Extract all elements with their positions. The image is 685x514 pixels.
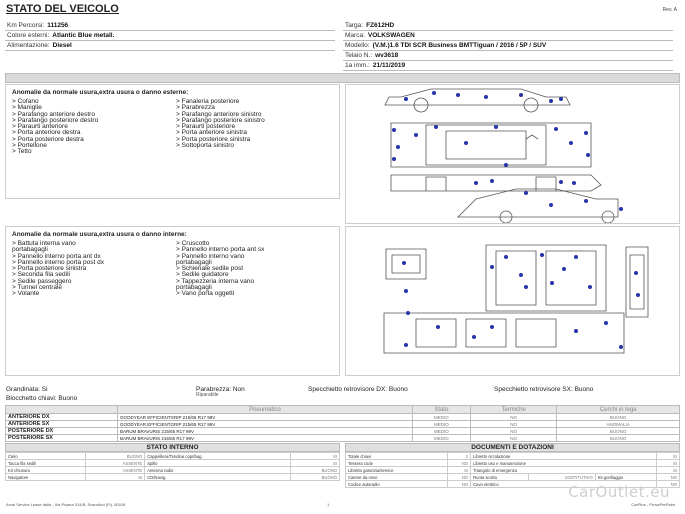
table-row: POSTERIORE SX BARUM BRAVURIS 215/65 R17 99V MEDIO NO BUONO	[6, 435, 680, 442]
exterior-damage-panel	[5, 84, 340, 199]
col-header: Stato	[412, 406, 470, 414]
exterior-damage-list-2	[176, 99, 336, 156]
list-item: > Fanaleria posteriore	[176, 98, 240, 105]
tires-table	[5, 405, 680, 442]
table-row: POSTERIORE DX BARUM BRAVURIS 215/65 R17 99V MEDIO NO BUONO	[6, 428, 680, 435]
list-item: > Parafango anteriore destro	[12, 110, 95, 118]
exterior-damage-title: Anomalie da normale usura,extra usura o danno esterne:	[12, 89, 189, 96]
list-item: > Vano porta oggetti	[176, 290, 235, 298]
table-row: Catene da neve NO Ruota scorta SOSTITUTIVO Kit gonfiaggio NO	[346, 474, 680, 481]
table-row: Totale chiavi 2 Libretto circolazione SI	[346, 453, 680, 460]
list-item: > Cruscotto	[176, 240, 210, 247]
list-item: > Sedile guidatore	[176, 271, 229, 279]
list-item: > Schienale sedile post	[176, 265, 244, 273]
col-header: Termiche	[470, 406, 556, 414]
stato-interno-section	[5, 443, 340, 481]
list-item: > Cofano	[12, 98, 39, 105]
table-row: Navigatore SI CD/Navig. BUONO	[6, 474, 340, 481]
col-header: Pneumatico	[118, 406, 413, 414]
info-row-colore: Colore esterni: Atlantic Blue metall.	[5, 31, 335, 41]
documenti-section	[345, 443, 680, 488]
interior-damage-list-2	[176, 241, 336, 298]
footer-page-number: 1	[327, 502, 330, 507]
parabrezza-status: Parabrezza: Non	[196, 386, 245, 393]
list-item: > Sedile passeggero	[12, 277, 72, 285]
list-item: > Parafango posteriore destro	[12, 116, 99, 124]
list-item: > Parafango posteriore sinistro	[176, 116, 265, 124]
list-item: > Pannello interno vano	[176, 252, 245, 260]
list-item: > Porta posteriore destra	[12, 135, 84, 143]
stato-interno-title: STATO INTERNO	[5, 443, 340, 452]
damage-markers	[402, 253, 640, 349]
specchietto-dx-status: Specchietto retrovisore DX: Buono	[308, 386, 408, 393]
info-row-km: Km Percorsi: 111256	[5, 21, 335, 31]
list-item: > Tetto	[12, 148, 32, 156]
interior-damage-title: Anomalie da normale usura,extra usura o danno interne:	[12, 231, 187, 238]
info-row-alimentazione: Alimentazione: Diesel	[5, 41, 335, 51]
list-item: > Seconda fila sedili	[12, 271, 70, 279]
grandinata-status: Grandinata: Si	[6, 386, 48, 393]
watermark-logo: CarOutlet.eu	[568, 483, 670, 501]
page-title: STATO DEL VEICOLO	[6, 3, 119, 15]
exterior-damage-list-1	[12, 99, 172, 156]
list-item: > Maniglie	[12, 104, 42, 112]
list-item: > Battuta interna vano	[12, 240, 76, 247]
footer-company: Arval Service Lease Italia - Via Pisana 314/B, Scandicci (FI), 50018	[6, 502, 126, 507]
info-row-modello: Modello: (V.M.)1.6 TDI SCR Business BMTTiguan / 2016 / 5P / SUV	[343, 41, 673, 51]
list-item: > Parafango anteriore sinistro	[176, 110, 262, 118]
table-row: Tessera code NO Libretto uso e manutenzione SI	[346, 460, 680, 467]
list-item: > Sottoporta sinistro	[176, 142, 234, 150]
table-row: Libretto garanzia/service SI Triangolo di emergenza SI	[346, 467, 680, 474]
list-item: > Parabrezza	[176, 104, 215, 112]
info-row-immatricolazione: 1a imm.: 21/11/2019	[343, 61, 673, 71]
revision-label: Rev. A	[662, 7, 677, 13]
col-header	[6, 406, 118, 414]
stato-interno-table	[5, 452, 340, 481]
info-row-targa: Targa: FZ612HD	[343, 21, 673, 31]
table-row: Tacca fila sedili ASSENTE Spillo SI	[6, 460, 340, 467]
table-row: Cielo BUONO Cappelliera/Tendina copribag. SI	[6, 453, 340, 460]
documenti-title: DOCUMENTI E DOTAZIONI	[345, 443, 680, 452]
vehicle-info-left	[5, 21, 335, 51]
info-row-marca: Marca: VOLKSWAGEN	[343, 31, 673, 41]
specchietto-sx-status: Specchietto retrovisore SX: Buono	[494, 386, 594, 393]
list-item: > Porta anteriore destra	[12, 129, 81, 137]
col-header: Cerchi in lega	[557, 406, 680, 414]
interior-damage-panel	[5, 226, 340, 376]
car-exterior-diagram	[346, 85, 679, 223]
exterior-damage-diagram	[345, 84, 680, 224]
vehicle-info-right	[343, 21, 673, 71]
list-item: > Porta posteriore sinistra	[12, 265, 87, 273]
list-item: > Pannello interno porta post dx	[12, 258, 104, 266]
list-item: > Porta posteriore sinistra	[176, 135, 251, 143]
car-interior-diagram	[346, 227, 679, 375]
section-divider	[5, 73, 680, 83]
interior-damage-diagram	[345, 226, 680, 376]
list-item: > Paraurti anteriore	[12, 123, 68, 131]
list-item: portabagagli	[176, 284, 212, 292]
list-item: portabagagli	[12, 246, 48, 254]
info-row-telaio: Telaio N.: wv3618	[343, 51, 673, 61]
parabrezza-sub: Riparabile	[196, 392, 219, 398]
table-row: Kit chiusura ASSENTE Antenna radio BUONO	[6, 467, 340, 474]
list-item: > Pannello interno porta ant sx	[176, 246, 265, 254]
table-row: Codice autoradio NO Cavo elettrico NO	[346, 481, 680, 488]
table-row: ANTERIORE SX GOODYEAR EFFICIENTGRIP 215/65 R17 99V MEDIO NO ANOMALIA	[6, 421, 680, 428]
interior-damage-list-1	[12, 241, 172, 298]
list-item: > Volante	[12, 290, 40, 298]
list-item: > Portellone	[12, 142, 47, 150]
table-row: ANTERIORE DX GOODYEAR EFFICIENTGRIP 215/65 R17 99V MEDIO NO BUONO	[6, 414, 680, 421]
blocchetto-status: Blocchetto chiavi: Buono	[6, 395, 78, 402]
list-item: > Porta anteriore sinistra	[176, 129, 247, 137]
list-item: > Paraurti posteriore	[176, 123, 236, 131]
footer-right-text: CarPlus - ProvePerPaint	[631, 502, 675, 507]
list-item: > Tunnel centrale	[12, 284, 63, 292]
list-item: > Tappezzeria interna vano	[176, 277, 255, 285]
list-item: > Pannello interno porta ant dx	[12, 252, 101, 260]
list-item: portabagagli	[176, 258, 212, 266]
